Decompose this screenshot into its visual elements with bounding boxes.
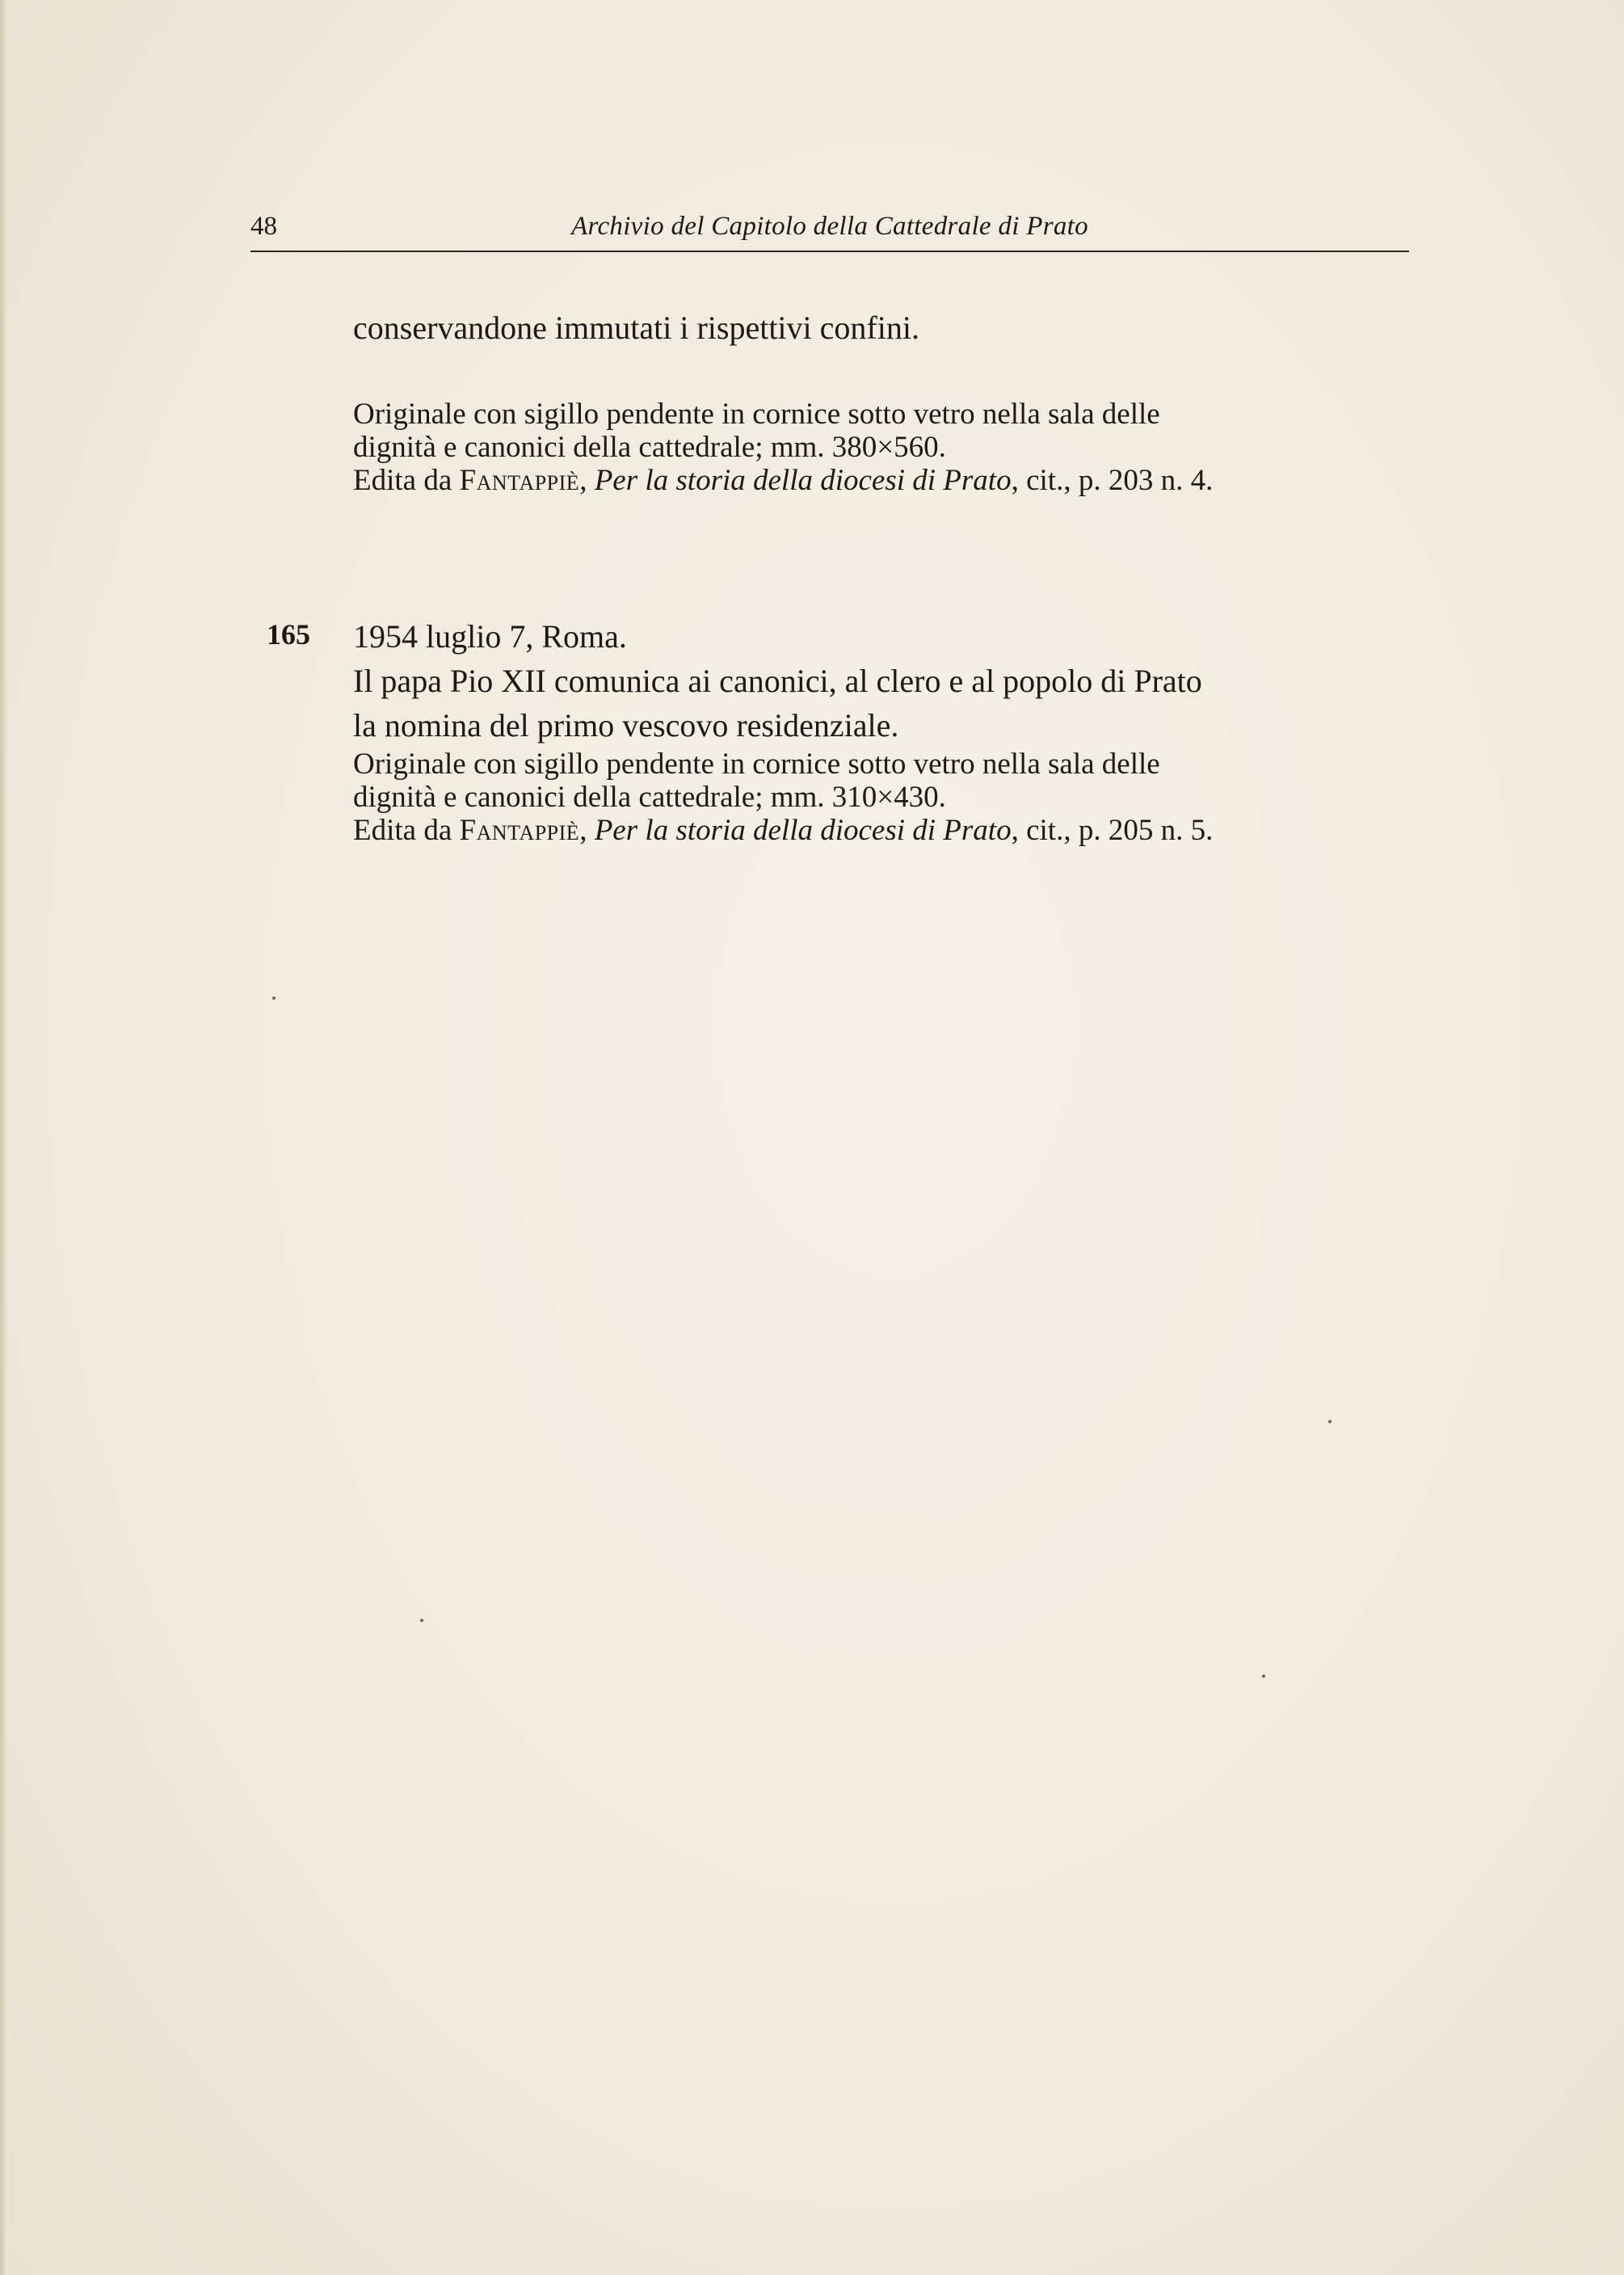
paper-speck <box>272 996 276 1000</box>
note-line: Originale con sigillo pendente in cornice sotto vetro nella sala delle <box>353 748 1160 781</box>
edition-author: Fantappiè <box>459 814 580 847</box>
note-line: dignità e canonici della cattedrale; mm. 310×430. <box>353 781 946 814</box>
paper-speck <box>1262 1675 1265 1678</box>
continuation-line: conservandone immutati i rispettivi confini. <box>353 310 919 346</box>
entry-body <box>353 614 1409 748</box>
edition-title: Per la storia della diocesi di Prato <box>594 464 1012 497</box>
entry-number: 165 <box>267 618 310 651</box>
continuation-note <box>353 398 1409 497</box>
entry-summary-line: la nomina del primo vescovo residenziale. <box>353 707 899 744</box>
entry-note <box>353 748 1409 847</box>
edition-title: Per la storia della diocesi di Prato <box>594 814 1012 847</box>
entry-date-place: 1954 luglio 7, Roma. <box>353 618 627 655</box>
entry-summary-line: Il papa Pio XII comunica ai canonici, al clero e al popolo di Prato <box>353 663 1202 699</box>
page-edge <box>0 0 8 2275</box>
paper-speck <box>420 1619 423 1622</box>
edition-line: Edita da Fantappiè, Per la storia della diocesi di Prato, cit., p. 205 n. 5. <box>353 814 1214 847</box>
running-title: Archivio del Capitolo della Cattedrale di Prato <box>571 212 1088 241</box>
continuation-text <box>353 305 1409 350</box>
edition-line: Edita da Fantappiè, Per la storia della diocesi di Prato, cit., p. 203 n. 4. <box>353 464 1214 497</box>
running-head <box>250 212 1409 252</box>
note-line: dignità e canonici della cattedrale; mm. 380×560. <box>353 431 946 464</box>
edition-author: Fantappiè <box>459 464 580 497</box>
page-number: 48 <box>250 212 277 241</box>
note-line: Originale con sigillo pendente in cornice sotto vetro nella sala delle <box>353 398 1160 431</box>
paper-speck <box>1328 1420 1332 1423</box>
